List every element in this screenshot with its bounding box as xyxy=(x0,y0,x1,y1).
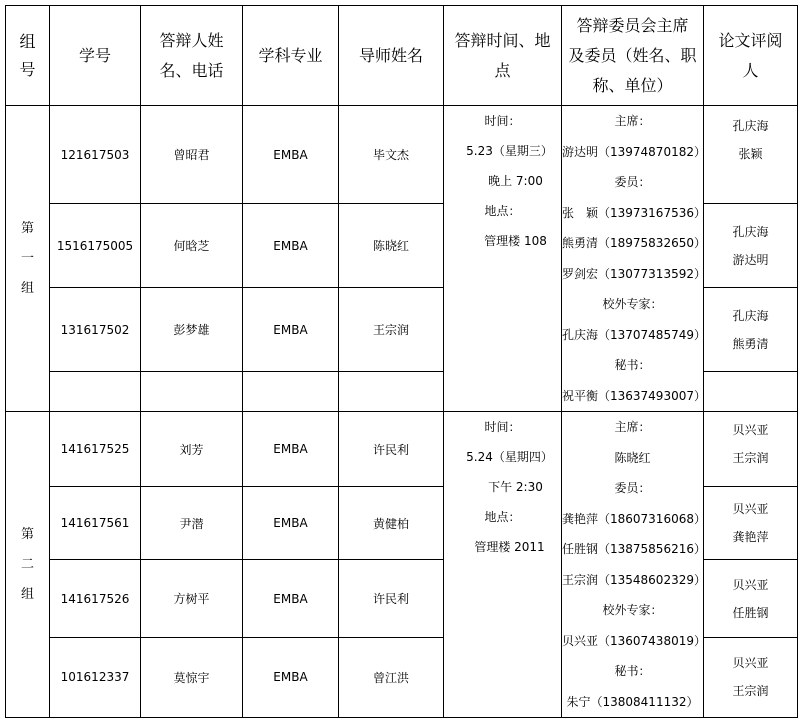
student-id-cell: 1516175005 xyxy=(50,204,141,288)
header-text: 组 xyxy=(19,31,36,51)
defense-date: 5.23（星期三） xyxy=(466,144,553,158)
header-supervisor xyxy=(339,6,444,106)
defender-name-cell xyxy=(141,372,243,412)
supervisor-cell xyxy=(339,372,444,412)
reviewer-name: 孔庆海 xyxy=(732,224,769,239)
reviewer-cell xyxy=(704,412,798,487)
group-label-char: 组 xyxy=(20,280,34,296)
group-label-char: 第 xyxy=(20,526,34,542)
time-place-cell-1 xyxy=(444,106,562,412)
external-expert: 贝兴亚（13607438019） xyxy=(562,633,706,648)
header-text: 论文评阅 xyxy=(718,30,783,50)
supervisor-cell: 曾江洪 xyxy=(339,637,444,717)
header-student-id xyxy=(50,6,141,106)
header-text: 号 xyxy=(19,59,36,79)
group-label-char: 二 xyxy=(20,556,34,572)
major-cell xyxy=(243,372,339,412)
table-row xyxy=(6,412,798,487)
supervisor-cell: 黄健柏 xyxy=(339,487,444,560)
defender-name-cell: 彭梦雄 xyxy=(141,288,243,372)
student-id-cell: 101612337 xyxy=(50,637,141,717)
reviewer-cell xyxy=(704,560,798,637)
major-cell: EMBA xyxy=(243,288,339,372)
members-label: 委员： xyxy=(614,175,651,189)
member-name: 张 颖（13973167536） xyxy=(562,205,706,220)
header-major xyxy=(243,6,339,106)
reviewer-name: 孔庆海 xyxy=(732,119,769,133)
supervisor-cell: 王宗润 xyxy=(339,288,444,372)
group-label-char: 一 xyxy=(20,250,34,266)
chair-name: 陈晓红 xyxy=(614,450,651,465)
reviewer-name: 任胜钢 xyxy=(732,605,769,620)
member-name: 任胜钢（13875856216） xyxy=(562,542,706,556)
external-label: 校外专家： xyxy=(602,603,663,617)
reviewer-name: 贝兴亚 xyxy=(732,577,769,592)
reviewer-cell xyxy=(704,372,798,412)
defense-hour: 晚上 7:00 xyxy=(488,174,543,188)
header-text: 名、电话 xyxy=(159,60,224,80)
reviewer-name: 熊勇清 xyxy=(732,336,769,351)
header-text: 称、单位） xyxy=(592,75,673,95)
member-name: 罗剑宏（13077313592） xyxy=(562,266,706,281)
reviewer-cell xyxy=(704,204,798,288)
supervisor-cell: 陈晓红 xyxy=(339,204,444,288)
reviewer-cell xyxy=(704,288,798,372)
defense-place: 管理楼 108 xyxy=(484,234,547,248)
supervisor-cell: 许民利 xyxy=(339,412,444,487)
student-id-cell: 121617503 xyxy=(50,106,141,204)
group-label-char: 组 xyxy=(20,586,34,602)
secretary-label: 秘书： xyxy=(614,358,651,372)
major-cell: EMBA xyxy=(243,637,339,717)
header-text: 答辩委员会主席 xyxy=(576,15,689,35)
external-label: 校外专家： xyxy=(602,297,663,311)
header-text: 及委员（姓名、职 xyxy=(568,45,697,65)
reviewer-name: 王宗润 xyxy=(732,451,769,465)
committee-cell-1 xyxy=(562,106,704,412)
place-label: 地点： xyxy=(484,510,521,524)
major-cell: EMBA xyxy=(243,412,339,487)
defense-schedule-table xyxy=(5,5,798,718)
defender-name-cell: 曾昭君 xyxy=(141,106,243,204)
external-expert: 孔庆海（13707485749） xyxy=(562,327,706,342)
defender-name-cell: 莫惊宇 xyxy=(141,637,243,717)
chair-name: 游达明（13974870182） xyxy=(562,144,706,159)
major-cell: EMBA xyxy=(243,487,339,560)
place-label: 地点： xyxy=(484,204,521,218)
reviewer-name: 张颖 xyxy=(738,147,763,161)
defense-hour: 下午 2:30 xyxy=(488,480,543,494)
defender-name-cell: 何晗芝 xyxy=(141,204,243,288)
header-group-no xyxy=(6,6,50,106)
header-text: 答辩人姓 xyxy=(159,30,224,50)
header-text: 学号 xyxy=(78,45,111,65)
table-row xyxy=(6,106,798,204)
member-name: 熊勇清（18975832650） xyxy=(562,236,706,250)
reviewer-cell xyxy=(704,487,798,560)
member-name: 龚艳萍（18607316068） xyxy=(562,511,706,526)
time-label: 时间： xyxy=(484,420,521,434)
student-id-cell xyxy=(50,372,141,412)
secretary-name: 祝平衡（13637493007） xyxy=(562,388,706,403)
committee-cell-2 xyxy=(562,412,704,718)
header-text: 导师姓名 xyxy=(358,45,423,65)
reviewer-name: 王宗润 xyxy=(732,684,769,699)
reviewer-cell xyxy=(704,637,798,717)
header-text: 答辩时间、地 xyxy=(454,30,551,50)
header-text: 点 xyxy=(494,60,511,80)
defense-date: 5.24（星期四） xyxy=(466,450,553,464)
header-reviewer xyxy=(704,6,798,106)
header-row xyxy=(6,6,798,106)
major-cell: EMBA xyxy=(243,560,339,637)
reviewer-name: 游达明 xyxy=(732,252,769,267)
supervisor-cell: 许民利 xyxy=(339,560,444,637)
student-id-cell: 131617502 xyxy=(50,288,141,372)
major-cell: EMBA xyxy=(243,106,339,204)
chair-label: 主席： xyxy=(614,114,651,128)
defense-place: 管理楼 2011 xyxy=(474,540,545,554)
group-label-2 xyxy=(6,412,50,718)
major-cell: EMBA xyxy=(243,204,339,288)
secretary-name: 朱宁（13808411132） xyxy=(566,694,699,709)
reviewer-name: 贝兴亚 xyxy=(732,656,769,671)
defender-name-cell: 尹潜 xyxy=(141,487,243,560)
header-committee xyxy=(562,6,704,106)
chair-label: 主席： xyxy=(614,420,651,434)
student-id-cell: 141617561 xyxy=(50,487,141,560)
header-text: 人 xyxy=(742,60,759,80)
member-name: 王宗润（13548602329） xyxy=(562,572,706,587)
members-label: 委员： xyxy=(614,481,651,495)
reviewer-name: 龚艳萍 xyxy=(732,530,769,545)
secretary-label: 秘书： xyxy=(614,664,651,678)
header-time-place xyxy=(444,6,562,106)
time-place-cell-2 xyxy=(444,412,562,718)
time-label: 时间： xyxy=(484,114,521,128)
header-text: 学科专业 xyxy=(258,45,323,65)
group-label-char: 第 xyxy=(20,220,34,236)
reviewer-name: 贝兴亚 xyxy=(732,502,769,517)
student-id-cell: 141617525 xyxy=(50,412,141,487)
student-id-cell: 141617526 xyxy=(50,560,141,637)
reviewer-name: 孔庆海 xyxy=(732,308,769,323)
reviewer-cell xyxy=(704,106,798,204)
header-defender xyxy=(141,6,243,106)
defender-name-cell: 刘芳 xyxy=(141,412,243,487)
supervisor-cell: 毕文杰 xyxy=(339,106,444,204)
group-label-1 xyxy=(6,106,50,412)
defender-name-cell: 方树平 xyxy=(141,560,243,637)
reviewer-name: 贝兴亚 xyxy=(732,423,769,437)
